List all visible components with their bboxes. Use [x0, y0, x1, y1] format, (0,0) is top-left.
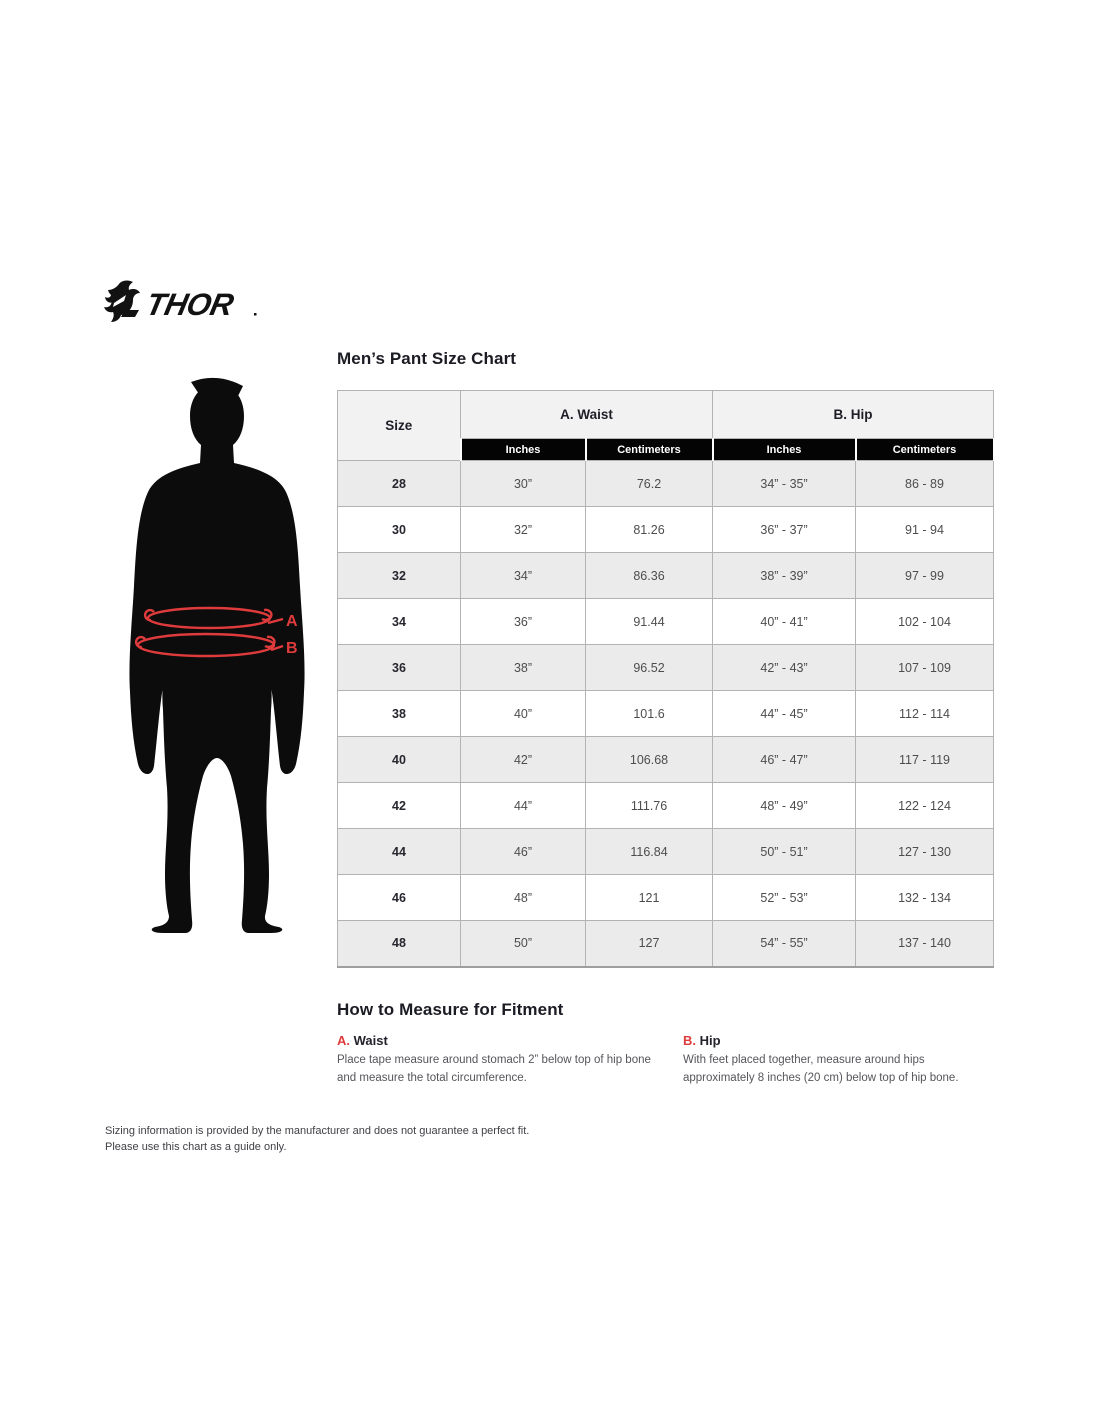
howto-waist-name: Waist: [353, 1033, 388, 1048]
value-cell: 54” - 55”: [713, 921, 856, 967]
thor-wordmark: [143, 287, 237, 322]
howto-hip-letter: B.: [683, 1033, 696, 1048]
male-silhouette-graphic: [121, 376, 313, 936]
size-cell: 48: [338, 921, 461, 967]
subheader-waist-centimeters: Centimeters: [586, 439, 713, 461]
table-row: [338, 645, 994, 691]
column-group-hip: B. Hip: [713, 391, 994, 439]
value-cell: 116.84: [586, 829, 713, 875]
size-cell: 44: [338, 829, 461, 875]
value-cell: 46” - 47”: [713, 737, 856, 783]
value-cell: 86 - 89: [856, 461, 994, 507]
value-cell: 32”: [461, 507, 586, 553]
table-row: [338, 783, 994, 829]
size-cell: 42: [338, 783, 461, 829]
thor-logo: [104, 280, 266, 326]
value-cell: 36” - 37”: [713, 507, 856, 553]
value-cell: 50”: [461, 921, 586, 967]
value-cell: 46”: [461, 829, 586, 875]
subheader-waist-inches: Inches: [461, 439, 586, 461]
value-cell: 112 - 114: [856, 691, 994, 737]
table-row: [338, 875, 994, 921]
value-cell: 34”: [461, 553, 586, 599]
page-title: Men’s Pant Size Chart: [337, 349, 517, 368]
size-chart-table: [337, 390, 995, 968]
male-silhouette: [129, 384, 304, 933]
table-row: [338, 599, 994, 645]
size-cell: 38: [338, 691, 461, 737]
value-cell: 127 - 130: [856, 829, 994, 875]
value-cell: 96.52: [586, 645, 713, 691]
value-cell: 50” - 51”: [713, 829, 856, 875]
label-b: B: [286, 640, 298, 657]
value-cell: 34” - 35”: [713, 461, 856, 507]
size-cell: 28: [338, 461, 461, 507]
table-row: [338, 507, 994, 553]
table-row: [338, 691, 994, 737]
value-cell: 106.68: [586, 737, 713, 783]
howto-waist-title: [337, 1033, 661, 1048]
table-row: [338, 553, 994, 599]
howto-waist-text: Place tape measure around stomach 2” below top of hip bone and measure the total circumference.: [337, 1054, 651, 1084]
table-row: [338, 829, 994, 875]
value-cell: 97 - 99: [856, 553, 994, 599]
value-cell: 40” - 41”: [713, 599, 856, 645]
disclaimer-line-1: Sizing information is provided by the manufacturer and does not guarantee a perfect fit.: [105, 1125, 530, 1137]
value-cell: 127: [586, 921, 713, 967]
value-cell: 42” - 43”: [713, 645, 856, 691]
value-cell: 91 - 94: [856, 507, 994, 553]
size-cell: 34: [338, 599, 461, 645]
value-cell: 44”: [461, 783, 586, 829]
subheader-hip-inches: Inches: [713, 439, 856, 461]
column-group-waist: A. Waist: [461, 391, 713, 439]
thor-wordmark-text: THOR: [143, 287, 237, 322]
howto-hip-name: Hip: [699, 1033, 721, 1048]
table-row: [338, 921, 994, 967]
value-cell: 117 - 119: [856, 737, 994, 783]
disclaimer: [105, 1124, 529, 1156]
value-cell: 121: [586, 875, 713, 921]
value-cell: 48”: [461, 875, 586, 921]
thor-logo-graphic: [104, 280, 266, 326]
table-body: [338, 461, 994, 967]
value-cell: 81.26: [586, 507, 713, 553]
value-cell: 30”: [461, 461, 586, 507]
howto-heading: How to Measure for Fitment: [337, 1000, 564, 1019]
value-cell: 38” - 39”: [713, 553, 856, 599]
value-cell: 48” - 49”: [713, 783, 856, 829]
value-cell: 101.6: [586, 691, 713, 737]
value-cell: 111.76: [586, 783, 713, 829]
table-row: [338, 737, 994, 783]
value-cell: 91.44: [586, 599, 713, 645]
measurement-figure: [121, 376, 313, 936]
howto-hip-block: [683, 1033, 999, 1088]
value-cell: 44” - 45”: [713, 691, 856, 737]
value-cell: 132 - 134: [856, 875, 994, 921]
value-cell: 36”: [461, 599, 586, 645]
value-cell: 40”: [461, 691, 586, 737]
howto-hip-text: With feet placed together, measure around hips approximately 8 inches (20 cm) below top of hip bone.: [683, 1054, 959, 1084]
size-cell: 30: [338, 507, 461, 553]
label-a: A: [286, 613, 298, 630]
column-header-size: Size: [338, 391, 461, 461]
value-cell: 86.36: [586, 553, 713, 599]
value-cell: 107 - 109: [856, 645, 994, 691]
size-cell: 32: [338, 553, 461, 599]
value-cell: 137 - 140: [856, 921, 994, 967]
value-cell: 76.2: [586, 461, 713, 507]
disclaimer-line-2: Please use this chart as a guide only.: [105, 1140, 287, 1153]
table-header-group-row: [338, 391, 994, 439]
table-row: [338, 461, 994, 507]
subheader-hip-centimeters: Centimeters: [856, 439, 994, 461]
howto-hip-title: [683, 1033, 999, 1048]
value-cell: 52” - 53”: [713, 875, 856, 921]
value-cell: 42”: [461, 737, 586, 783]
value-cell: 122 - 124: [856, 783, 994, 829]
howto-waist-block: [337, 1033, 661, 1088]
howto-waist-letter: A.: [337, 1033, 350, 1048]
size-cell: 46: [338, 875, 461, 921]
size-cell: 40: [338, 737, 461, 783]
size-cell: 36: [338, 645, 461, 691]
value-cell: 38”: [461, 645, 586, 691]
value-cell: 102 - 104: [856, 599, 994, 645]
